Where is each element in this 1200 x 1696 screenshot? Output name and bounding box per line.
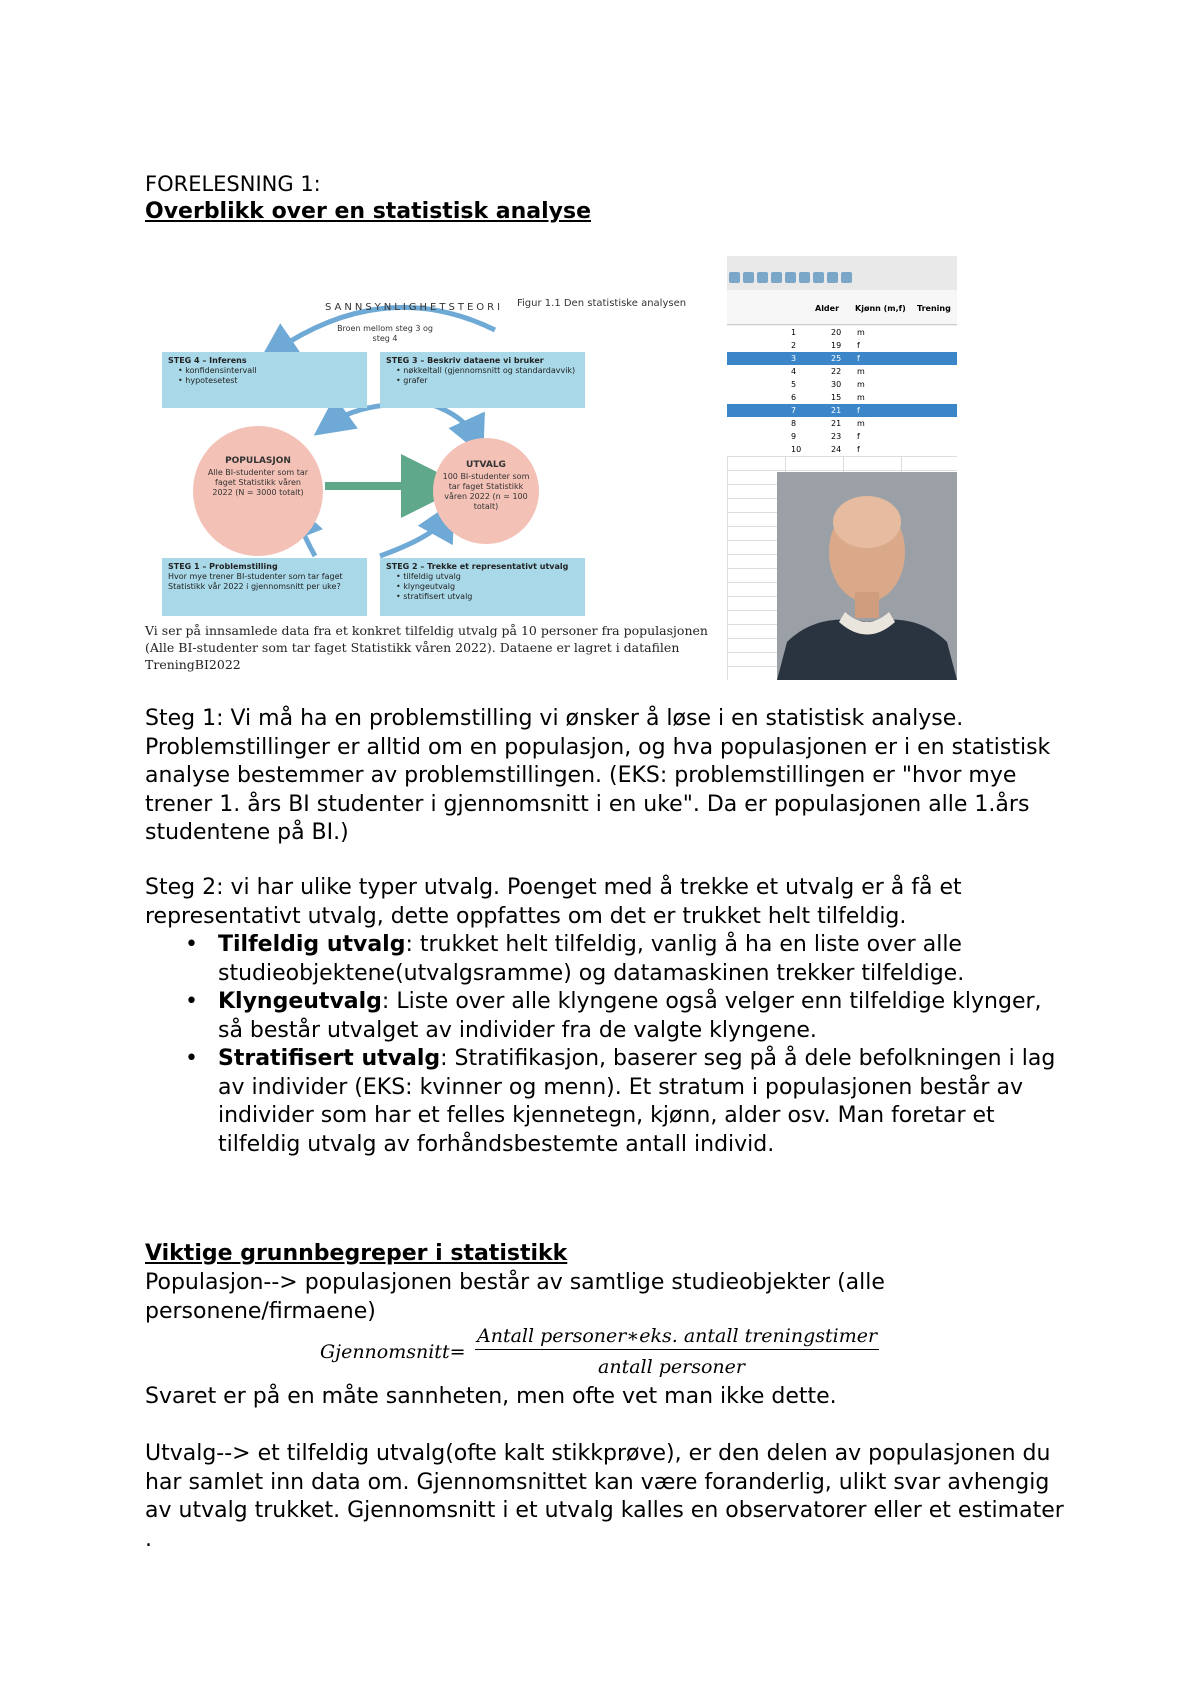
table-row[interactable] — [727, 352, 957, 366]
arrow-to-sample — [430, 404, 475, 438]
cell-age: 15 — [831, 393, 842, 402]
bullet-text: : Liste over alle klyngene også velger enn tilfeldige klynger, så består utvalget av individer fra de valgte klyngene. — [218, 989, 1042, 1043]
table-row[interactable] — [727, 391, 957, 405]
arrow-step2-up — [380, 518, 445, 556]
lecture-label: FORELESNING 1: — [145, 172, 321, 196]
bullet-text: : Stratifikasjon, baserer seg på å dele befolkningen i lag av individer (EKS: kvinner og menn). Et stratum i populasjonen består av individer som har et felles kjennetegn, kjønn, alder osv. Man foretar et tilfeldig utvalg av forhåndsbestemte antall individ. — [218, 1046, 1056, 1157]
population-circle — [193, 426, 323, 556]
undo-icon[interactable] — [813, 272, 824, 283]
answer-paragraph — [145, 1383, 1065, 1412]
step2-section — [145, 874, 1065, 1159]
cell-sex: m — [857, 328, 865, 337]
population-definition — [145, 1269, 1065, 1326]
row-number: 7 — [791, 406, 797, 415]
step4-box — [162, 352, 367, 408]
save-icon[interactable] — [743, 272, 754, 283]
list-item: • Klyngeutvalg: Liste over alle klyngene også velger enn tilfeldige klynger, så består utvalget av individer fra de valgte klyngene. — [185, 989, 1042, 1043]
cell-sex: f — [857, 445, 860, 454]
formula-lhs: Gjennomsnitt= — [320, 1341, 466, 1363]
print-icon[interactable] — [757, 272, 768, 283]
cell-age: 24 — [831, 445, 842, 454]
cell-sex: m — [857, 419, 865, 428]
bullet-term: Tilfeldig utvalg — [218, 932, 406, 957]
population-title: POPULASJON — [225, 456, 291, 466]
step2-item: • stratifisert utvalg — [396, 592, 579, 602]
step3-item: • nøkkeltall (gjennomsnitt og standardavvik) — [396, 366, 579, 376]
copy-icon[interactable] — [785, 272, 796, 283]
list-item: • Tilfeldig utvalg: trukket helt tilfeldig, vanlig å ha en liste over alle studieobjektene(utvalgsramme) og datamaskinen trekker tilfeldige. — [185, 932, 965, 986]
table-row[interactable] — [727, 404, 957, 418]
header-age: Alder — [815, 304, 840, 313]
cell-sex: m — [857, 393, 865, 402]
step2-box — [380, 558, 585, 616]
table-row[interactable] — [727, 430, 957, 444]
cell-age: 21 — [831, 406, 842, 415]
step2-item: • klyngeutvalg — [396, 582, 579, 592]
formula-denominator: antall personer — [598, 1356, 745, 1378]
arc-note: Broen mellom steg 3 og steg 4 — [337, 324, 433, 343]
bullet-term: Stratifisert utvalg — [218, 1046, 441, 1071]
step3-title: STEG 3 – Beskriv dataene vi bruker — [386, 356, 544, 365]
sort-icon[interactable] — [841, 272, 852, 283]
lecture-title: Overblikk over en statistisk analyse — [145, 199, 591, 224]
cell-sex: m — [857, 380, 865, 389]
search-icon[interactable] — [827, 272, 838, 283]
answer-text: Svaret er på en måte sannheten, men ofte vet man ikke dette. — [145, 1384, 837, 1409]
row-number: 3 — [791, 354, 797, 363]
row-number: 4 — [791, 367, 797, 376]
bullet-term: Klyngeutvalg — [218, 989, 382, 1014]
sample-text: 100 BI-studenter som tar faget Statistikk våren 2022 (n = 100 totalt) — [442, 472, 530, 511]
step3-box — [380, 352, 585, 408]
statistical-analysis-diagram — [145, 256, 727, 680]
bullet-text: : trukket helt tilfeldig, vanlig å ha en liste over alle studieobjektene(utvalgsramme) og datamaskinen trekker tilfeldige. — [218, 932, 965, 986]
cell-sex: f — [857, 406, 860, 415]
step1-paragraph — [145, 705, 1065, 848]
row-number: 9 — [791, 432, 797, 441]
step1-box — [162, 558, 367, 616]
figure-caption: Figur 1.1 Den statistiske analysen — [517, 298, 687, 309]
row-number: 1 — [791, 328, 797, 337]
section-heading: Viktige grunnbegreper i statistikk — [145, 1241, 568, 1266]
sampling-types-list — [145, 931, 1065, 1159]
step4-item: • konfidensintervall — [178, 366, 361, 376]
population-text: Alle BI-studenter som tar faget Statistikk våren 2022 (N = 3000 totalt) — [207, 468, 309, 497]
row-number: 5 — [791, 380, 797, 389]
row-number: 10 — [791, 445, 802, 454]
step1-text: Hvor mye trener BI-studenter som tar faget Statistikk vår 2022 i gjennomsnitt per uke? — [168, 572, 343, 591]
row-number: 2 — [791, 341, 797, 350]
webcam-video — [777, 472, 957, 680]
step3-item: • grafer — [396, 376, 579, 386]
cut-icon[interactable] — [771, 272, 782, 283]
cell-sex: f — [857, 341, 860, 350]
table-row[interactable] — [727, 443, 957, 457]
step2-text-block: Steg 2: vi har ulike typer utvalg. Poenget med å trekke et utvalg er å få et representativt utvalg, dette oppfattes om det er trukket helt tilfeldig. — [145, 875, 962, 929]
spreadsheet-toolbar — [727, 256, 957, 291]
cell-age: 30 — [831, 380, 842, 389]
cell-age: 23 — [831, 432, 842, 441]
cell-age: 19 — [831, 341, 842, 350]
table-row[interactable] — [727, 365, 957, 379]
sample-title: UTVALG — [466, 460, 506, 470]
spreadsheet-header — [727, 290, 957, 325]
header-training: Trening — [917, 304, 951, 313]
cell-sex: m — [857, 367, 865, 376]
sample-definition — [145, 1440, 1065, 1554]
step4-title: STEG 4 – Inferens — [168, 356, 247, 365]
step2-title: STEG 2 – Trekke et representativt utvalg — [386, 562, 569, 571]
row-number: 6 — [791, 393, 797, 402]
sample-circle — [433, 438, 539, 544]
row-number: 8 — [791, 419, 797, 428]
step2-item: • tilfeldig utvalg — [396, 572, 579, 582]
cell-sex: f — [857, 432, 860, 441]
population-definition-text: Populasjon--> populasjonen består av samtlige studieobjekter (alle personene/firmaene) — [145, 1270, 885, 1324]
spreadsheet-panel — [727, 256, 957, 680]
step4-item: • hypotesetest — [178, 376, 361, 386]
table-row[interactable] — [727, 339, 957, 353]
arc-label: SANNSYNLIGHETSTEORI — [325, 302, 504, 313]
presenter-image — [777, 472, 957, 680]
lecture-screenshot-figure — [145, 256, 957, 680]
cell-age: 25 — [831, 354, 842, 363]
cell-age: 22 — [831, 367, 842, 376]
table-row[interactable] — [727, 417, 957, 431]
figure-bottom-text: Vi ser på innsamlede data fra et konkret tilfeldig utvalg på 10 personer fra populasjonen (Alle BI-studenter som tar faget Statistikk våren 2022). Dataene er lagret i datafilen TreningBI2022 — [145, 623, 708, 672]
step1-text-block: Steg 1: Vi må ha en problemstilling vi ønsker å løse i en statistisk analyse. Problemstillinger er alltid om en populasjon, og hva populasjonen er i en statistisk analyse bestemmer av problemstillingen. (EKS: problemstillingen er "hvor mye trener 1. års BI studenter i gjennomsnitt i en uke". Da er populasjonen alle 1.års studentene på BI.) — [145, 706, 1051, 845]
cell-age: 20 — [831, 328, 842, 337]
paste-icon[interactable] — [799, 272, 810, 283]
sample-definition-text: Utvalg--> et tilfeldig utvalg(ofte kalt stikkprøve), er den delen av populasjonen du har samlet inn data om. Gjennomsnittet kan være foranderlig, ulikt svar avhengig av utvalg trukket. Gjennomsnitt i et utvalg kalles en observatorer eller et estimater . — [145, 1441, 1064, 1552]
table-row[interactable] — [727, 378, 957, 392]
formula-numerator: Antall personer∗eks. antall treningstimer — [475, 1325, 879, 1350]
step1-title: STEG 1 – Problemstilling — [168, 562, 278, 571]
header-sex: Kjønn (m,f) — [855, 304, 906, 313]
cell-age: 21 — [831, 419, 842, 428]
cell-sex: f — [857, 354, 860, 363]
table-row[interactable] — [727, 326, 957, 340]
open-icon[interactable] — [729, 272, 740, 283]
list-item: • Stratifisert utvalg: Stratifikasjon, baserer seg på å dele befolkningen i lag av individer (EKS: kvinner og menn). Et stratum i populasjonen består av individer som har et felles kjennetegn, kjønn, alder osv. Man foretar et tilfeldig utvalg av forhåndsbestemte antall individ. — [185, 1046, 1056, 1157]
